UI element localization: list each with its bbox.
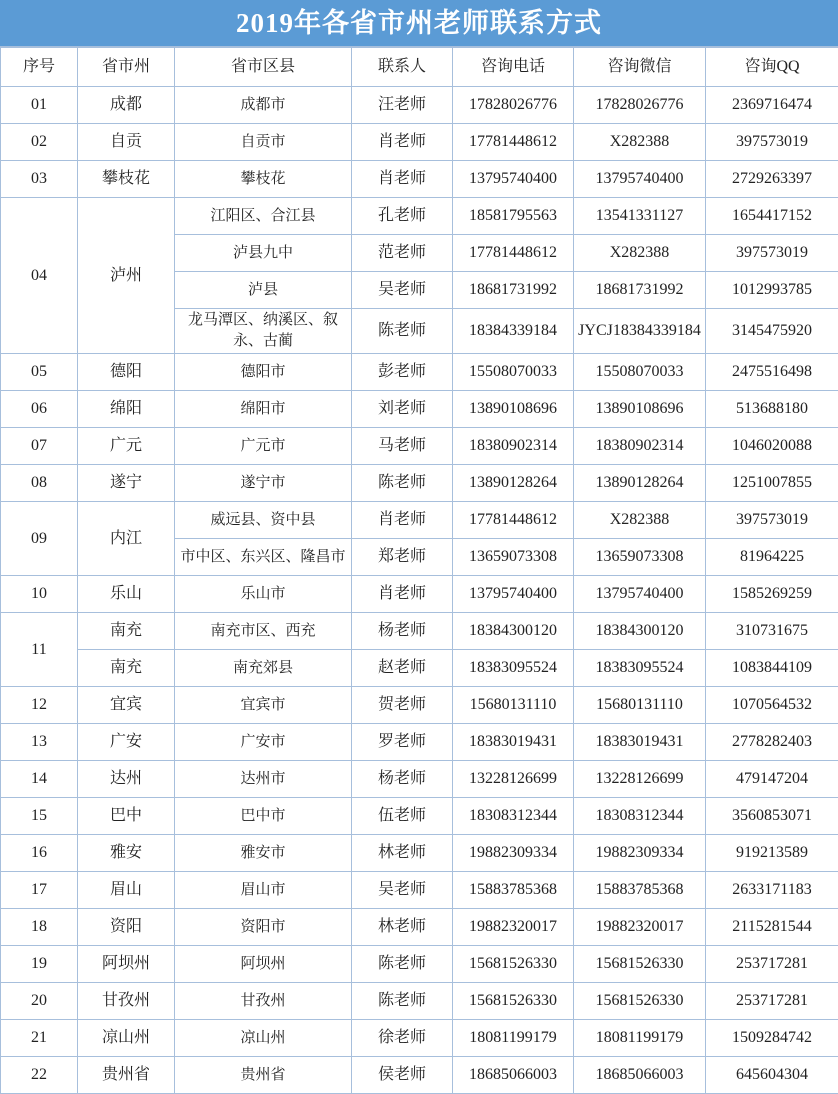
contact-cell: 赵老师 (352, 650, 453, 687)
table-row (1, 909, 838, 946)
contact-cell: 范老师 (352, 235, 453, 272)
seq-cell: 02 (1, 124, 78, 161)
district-cell: 广元市 (175, 428, 352, 465)
contact-cell: 陈老师 (352, 983, 453, 1020)
phone-cell: 18380902314 (453, 428, 574, 465)
wechat-cell: 13228126699 (574, 761, 706, 798)
district-cell: 遂宁市 (175, 465, 352, 502)
wechat-cell: 18380902314 (574, 428, 706, 465)
table-row (1, 724, 838, 761)
city-cell: 德阳 (78, 354, 175, 391)
table-row (1, 502, 838, 539)
contact-cell: 孔老师 (352, 198, 453, 235)
seq-cell: 11 (1, 613, 78, 687)
qq-cell: 919213589 (706, 835, 838, 872)
phone-cell: 19882320017 (453, 909, 574, 946)
qq-cell: 1070564532 (706, 687, 838, 724)
qq-cell: 479147204 (706, 761, 838, 798)
wechat-cell: 18081199179 (574, 1020, 706, 1057)
district-cell: 眉山市 (175, 872, 352, 909)
table-row (1, 87, 838, 124)
city-cell: 攀枝花 (78, 161, 175, 198)
phone-cell: 18384339184 (453, 309, 574, 354)
table-row (1, 124, 838, 161)
wechat-cell: 13890128264 (574, 465, 706, 502)
district-cell: 德阳市 (175, 354, 352, 391)
qq-cell: 253717281 (706, 946, 838, 983)
qq-cell: 2115281544 (706, 909, 838, 946)
table-row (1, 613, 838, 650)
phone-cell: 17781448612 (453, 235, 574, 272)
table-row (1, 983, 838, 1020)
phone-cell: 13890108696 (453, 391, 574, 428)
table-body (1, 87, 838, 1094)
contact-cell: 彭老师 (352, 354, 453, 391)
wechat-cell: 19882309334 (574, 835, 706, 872)
phone-cell: 19882309334 (453, 835, 574, 872)
seq-cell: 20 (1, 983, 78, 1020)
table-row (1, 1057, 838, 1094)
district-cell: 甘孜州 (175, 983, 352, 1020)
wechat-cell: 18383095524 (574, 650, 706, 687)
header-qq: 咨询QQ (706, 48, 838, 87)
contact-cell: 郑老师 (352, 539, 453, 576)
table-row (1, 761, 838, 798)
contact-cell: 杨老师 (352, 761, 453, 798)
contact-cell: 林老师 (352, 835, 453, 872)
seq-cell: 10 (1, 576, 78, 613)
qq-cell: 1509284742 (706, 1020, 838, 1057)
phone-cell: 15508070033 (453, 354, 574, 391)
phone-cell: 18384300120 (453, 613, 574, 650)
district-cell: 阿坝州 (175, 946, 352, 983)
wechat-cell: 17828026776 (574, 87, 706, 124)
qq-cell: 2475516498 (706, 354, 838, 391)
header-contact: 联系人 (352, 48, 453, 87)
district-cell: 广安市 (175, 724, 352, 761)
header-row (1, 48, 838, 87)
district-cell: 凉山州 (175, 1020, 352, 1057)
qq-cell: 253717281 (706, 983, 838, 1020)
seq-cell: 03 (1, 161, 78, 198)
seq-cell: 21 (1, 1020, 78, 1057)
wechat-cell: X282388 (574, 235, 706, 272)
phone-cell: 18581795563 (453, 198, 574, 235)
contact-cell: 杨老师 (352, 613, 453, 650)
phone-cell: 13795740400 (453, 576, 574, 613)
wechat-cell: 18383019431 (574, 724, 706, 761)
phone-cell: 17828026776 (453, 87, 574, 124)
district-cell: 泸县九中 (175, 235, 352, 272)
qq-cell: 3560853071 (706, 798, 838, 835)
district-cell: 江阳区、合江县 (175, 198, 352, 235)
district-cell: 成都市 (175, 87, 352, 124)
title-banner (0, 0, 838, 47)
city-cell: 南充 (78, 650, 175, 687)
phone-cell: 15883785368 (453, 872, 574, 909)
contact-cell: 吴老师 (352, 872, 453, 909)
city-cell: 凉山州 (78, 1020, 175, 1057)
phone-cell: 18081199179 (453, 1020, 574, 1057)
qq-cell: 3145475920 (706, 309, 838, 354)
header-city: 省市州 (78, 48, 175, 87)
table-row (1, 946, 838, 983)
contact-cell: 肖老师 (352, 502, 453, 539)
qq-cell: 2633171183 (706, 872, 838, 909)
table-row (1, 161, 838, 198)
wechat-cell: 18685066003 (574, 1057, 706, 1094)
phone-cell: 13890128264 (453, 465, 574, 502)
table-header (1, 48, 838, 87)
contact-cell: 吴老师 (352, 272, 453, 309)
phone-cell: 18308312344 (453, 798, 574, 835)
seq-cell: 17 (1, 872, 78, 909)
qq-cell: 513688180 (706, 391, 838, 428)
qq-cell: 2369716474 (706, 87, 838, 124)
district-cell: 宜宾市 (175, 687, 352, 724)
phone-cell: 15681526330 (453, 946, 574, 983)
qq-cell: 397573019 (706, 235, 838, 272)
city-cell: 广元 (78, 428, 175, 465)
qq-cell: 2729263397 (706, 161, 838, 198)
city-cell: 阿坝州 (78, 946, 175, 983)
district-cell: 达州市 (175, 761, 352, 798)
city-cell: 贵州省 (78, 1057, 175, 1094)
wechat-cell: 19882320017 (574, 909, 706, 946)
table-row (1, 198, 838, 235)
table-row (1, 872, 838, 909)
table-row (1, 835, 838, 872)
district-cell: 南充郊县 (175, 650, 352, 687)
phone-cell: 18685066003 (453, 1057, 574, 1094)
district-cell: 绵阳市 (175, 391, 352, 428)
phone-cell: 18383095524 (453, 650, 574, 687)
district-cell: 威远县、资中县 (175, 502, 352, 539)
header-phone: 咨询电话 (453, 48, 574, 87)
phone-cell: 15680131110 (453, 687, 574, 724)
city-cell: 自贡 (78, 124, 175, 161)
seq-cell: 16 (1, 835, 78, 872)
table-row (1, 354, 838, 391)
contact-cell: 徐老师 (352, 1020, 453, 1057)
wechat-cell: JYCJ18384339184 (574, 309, 706, 354)
table-row (1, 465, 838, 502)
contact-cell: 伍老师 (352, 798, 453, 835)
city-cell: 绵阳 (78, 391, 175, 428)
wechat-cell: 15681526330 (574, 946, 706, 983)
city-cell: 眉山 (78, 872, 175, 909)
contact-cell: 刘老师 (352, 391, 453, 428)
seq-cell: 12 (1, 687, 78, 724)
seq-cell: 18 (1, 909, 78, 946)
contact-cell: 陈老师 (352, 465, 453, 502)
seq-cell: 06 (1, 391, 78, 428)
phone-cell: 15681526330 (453, 983, 574, 1020)
qq-cell: 645604304 (706, 1057, 838, 1094)
city-cell: 巴中 (78, 798, 175, 835)
wechat-cell: 13541331127 (574, 198, 706, 235)
qq-cell: 397573019 (706, 124, 838, 161)
table-row (1, 687, 838, 724)
city-cell: 泸州 (78, 198, 175, 354)
city-cell: 达州 (78, 761, 175, 798)
qq-cell: 81964225 (706, 539, 838, 576)
district-cell: 龙马潭区、纳溪区、叙永、古蔺 (175, 309, 352, 354)
contact-cell: 马老师 (352, 428, 453, 465)
district-cell: 巴中市 (175, 798, 352, 835)
phone-cell: 18383019431 (453, 724, 574, 761)
seq-cell: 15 (1, 798, 78, 835)
seq-cell: 09 (1, 502, 78, 576)
city-cell: 乐山 (78, 576, 175, 613)
contact-cell: 肖老师 (352, 161, 453, 198)
city-cell: 南充 (78, 613, 175, 650)
district-cell: 攀枝花 (175, 161, 352, 198)
city-cell: 成都 (78, 87, 175, 124)
qq-cell: 1083844109 (706, 650, 838, 687)
wechat-cell: 18308312344 (574, 798, 706, 835)
contact-cell: 侯老师 (352, 1057, 453, 1094)
phone-cell: 13659073308 (453, 539, 574, 576)
district-cell: 贵州省 (175, 1057, 352, 1094)
district-cell: 自贡市 (175, 124, 352, 161)
contact-cell: 罗老师 (352, 724, 453, 761)
table-row (1, 576, 838, 613)
wechat-cell: 13890108696 (574, 391, 706, 428)
city-cell: 广安 (78, 724, 175, 761)
district-cell: 资阳市 (175, 909, 352, 946)
header-seq: 序号 (1, 48, 78, 87)
city-cell: 遂宁 (78, 465, 175, 502)
phone-cell: 17781448612 (453, 502, 574, 539)
seq-cell: 19 (1, 946, 78, 983)
wechat-cell: 18681731992 (574, 272, 706, 309)
city-cell: 内江 (78, 502, 175, 576)
district-cell: 南充市区、西充 (175, 613, 352, 650)
contact-table (0, 47, 838, 1094)
table-row (1, 1020, 838, 1057)
phone-cell: 13795740400 (453, 161, 574, 198)
wechat-cell: 13659073308 (574, 539, 706, 576)
wechat-cell: 15680131110 (574, 687, 706, 724)
seq-cell: 04 (1, 198, 78, 354)
phone-cell: 18681731992 (453, 272, 574, 309)
wechat-cell: 15508070033 (574, 354, 706, 391)
qq-cell: 1251007855 (706, 465, 838, 502)
wechat-cell: 15681526330 (574, 983, 706, 1020)
header-district: 省市区县 (175, 48, 352, 87)
wechat-cell: X282388 (574, 124, 706, 161)
phone-cell: 17781448612 (453, 124, 574, 161)
wechat-cell: 13795740400 (574, 576, 706, 613)
city-cell: 宜宾 (78, 687, 175, 724)
contact-cell: 陈老师 (352, 309, 453, 354)
district-cell: 泸县 (175, 272, 352, 309)
contact-cell: 林老师 (352, 909, 453, 946)
qq-cell: 397573019 (706, 502, 838, 539)
wechat-cell: 18384300120 (574, 613, 706, 650)
wechat-cell: 13795740400 (574, 161, 706, 198)
qq-cell: 1046020088 (706, 428, 838, 465)
table-row (1, 798, 838, 835)
district-cell: 雅安市 (175, 835, 352, 872)
qq-cell: 2778282403 (706, 724, 838, 761)
seq-cell: 14 (1, 761, 78, 798)
city-cell: 雅安 (78, 835, 175, 872)
district-cell: 市中区、东兴区、隆昌市 (175, 539, 352, 576)
contact-cell: 贺老师 (352, 687, 453, 724)
qq-cell: 1585269259 (706, 576, 838, 613)
contact-cell: 肖老师 (352, 124, 453, 161)
qq-cell: 310731675 (706, 613, 838, 650)
city-cell: 资阳 (78, 909, 175, 946)
seq-cell: 22 (1, 1057, 78, 1094)
contact-cell: 陈老师 (352, 946, 453, 983)
city-cell: 甘孜州 (78, 983, 175, 1020)
seq-cell: 07 (1, 428, 78, 465)
header-wechat: 咨询微信 (574, 48, 706, 87)
seq-cell: 08 (1, 465, 78, 502)
page-title: 2019年各省市州老师联系方式 (236, 7, 602, 38)
table-row (1, 428, 838, 465)
qq-cell: 1654417152 (706, 198, 838, 235)
table-row (1, 650, 838, 687)
wechat-cell: X282388 (574, 502, 706, 539)
seq-cell: 01 (1, 87, 78, 124)
seq-cell: 05 (1, 354, 78, 391)
seq-cell: 13 (1, 724, 78, 761)
phone-cell: 13228126699 (453, 761, 574, 798)
contact-cell: 汪老师 (352, 87, 453, 124)
wechat-cell: 15883785368 (574, 872, 706, 909)
contact-cell: 肖老师 (352, 576, 453, 613)
district-cell: 乐山市 (175, 576, 352, 613)
qq-cell: 1012993785 (706, 272, 838, 309)
table-row (1, 391, 838, 428)
